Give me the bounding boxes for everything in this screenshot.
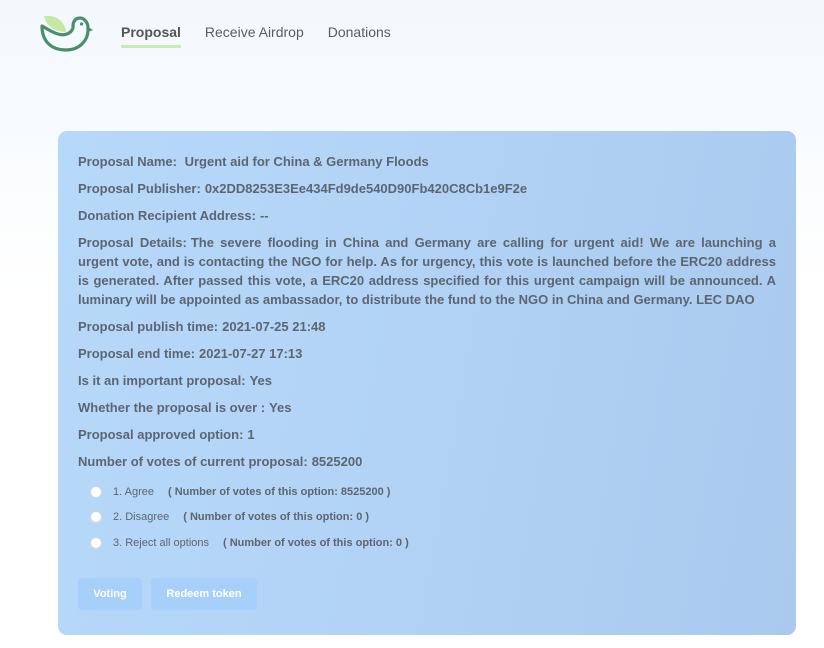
approved-option-row — [78, 425, 776, 444]
proposal-name-label: Proposal Name: — [78, 154, 177, 169]
total-votes-label: Number of votes of current proposal: — [78, 454, 308, 469]
proposal-over-value: Yes — [269, 400, 292, 415]
proposal-name-value: Urgent aid for China & Germany Floods — [180, 154, 429, 169]
proposal-over-row — [78, 398, 776, 417]
nav-tab-donations[interactable]: Donations — [327, 24, 391, 40]
redeem-token-button[interactable]: Redeem token — [151, 578, 257, 610]
option-votes: ( Number of votes of this option: 8525200 ) — [167, 485, 391, 498]
proposal-card — [58, 131, 796, 635]
publish-time-value: 2021-07-25 21:48 — [222, 319, 326, 334]
end-time-label: Proposal end time: — [78, 346, 196, 361]
proposal-publisher-value: 0x2DD8253E3Ee434Fd9de540D90Fb420C8Cb1e9F2e — [204, 181, 528, 196]
publish-time-label: Proposal publish time: — [78, 319, 219, 334]
donation-recipient-row — [78, 206, 776, 225]
bird-logo-icon[interactable] — [38, 12, 94, 54]
approved-option-label: Proposal approved option: — [78, 427, 244, 442]
proposal-over-label: Whether the proposal is over : — [78, 400, 266, 415]
publish-time-row — [78, 317, 776, 336]
important-label: Is it an important proposal: — [78, 373, 246, 388]
end-time-row — [78, 344, 776, 363]
option-votes: ( Number of votes of this option: 0 ) — [183, 511, 370, 523]
option-label: 1. Agree — [113, 485, 154, 498]
nav-tab-receive-airdrop[interactable]: Receive Airdrop — [204, 24, 304, 40]
vote-options — [78, 483, 776, 551]
vote-option-agree[interactable] — [90, 483, 776, 500]
radio-reject-all[interactable] — [90, 537, 102, 549]
end-time-value: 2021-07-27 17:13 — [199, 346, 303, 361]
vote-option-reject-all[interactable] — [90, 534, 776, 551]
important-row — [78, 371, 776, 390]
main-nav — [121, 24, 415, 48]
proposal-publisher-row — [78, 179, 776, 198]
vote-option-disagree[interactable] — [90, 509, 776, 526]
option-label: 2. Disagree — [113, 511, 170, 523]
radio-agree[interactable] — [90, 486, 102, 498]
proposal-details-row — [78, 233, 776, 309]
proposal-details-value: The severe flooding in China and Germany are calling for urgent aid! We are launching a urgent vote, and is contacting the NGO for help. As for urgency, this vote is launched before the ERC20 address is generated. After passed this vote, a ERC20 address specified for this urgent campaign will be announced. A luminary will be appointed as ambassador, to distribute the fund to the NGO in China and Germany. LEC DAO — [78, 235, 777, 307]
total-votes-row — [78, 452, 776, 471]
proposal-details-label: Proposal Details: — [78, 235, 187, 250]
option-label: 3. Reject all options — [113, 536, 209, 549]
action-buttons — [78, 578, 266, 610]
option-votes: ( Number of votes of this option: 0 ) — [223, 536, 409, 549]
donation-recipient-label: Donation Recipient Address: — [78, 208, 256, 223]
total-votes-value: 8525200 — [311, 454, 363, 469]
voting-button[interactable]: Voting — [78, 578, 142, 610]
approved-option-value: 1 — [247, 427, 255, 442]
radio-disagree[interactable] — [90, 511, 102, 523]
nav-tab-proposal[interactable]: Proposal — [121, 24, 181, 48]
header — [0, 0, 824, 70]
proposal-publisher-label: Proposal Publisher: — [78, 181, 201, 196]
proposal-name-row — [78, 152, 776, 171]
important-value: Yes — [249, 373, 272, 388]
donation-recipient-value: -- — [259, 208, 269, 223]
